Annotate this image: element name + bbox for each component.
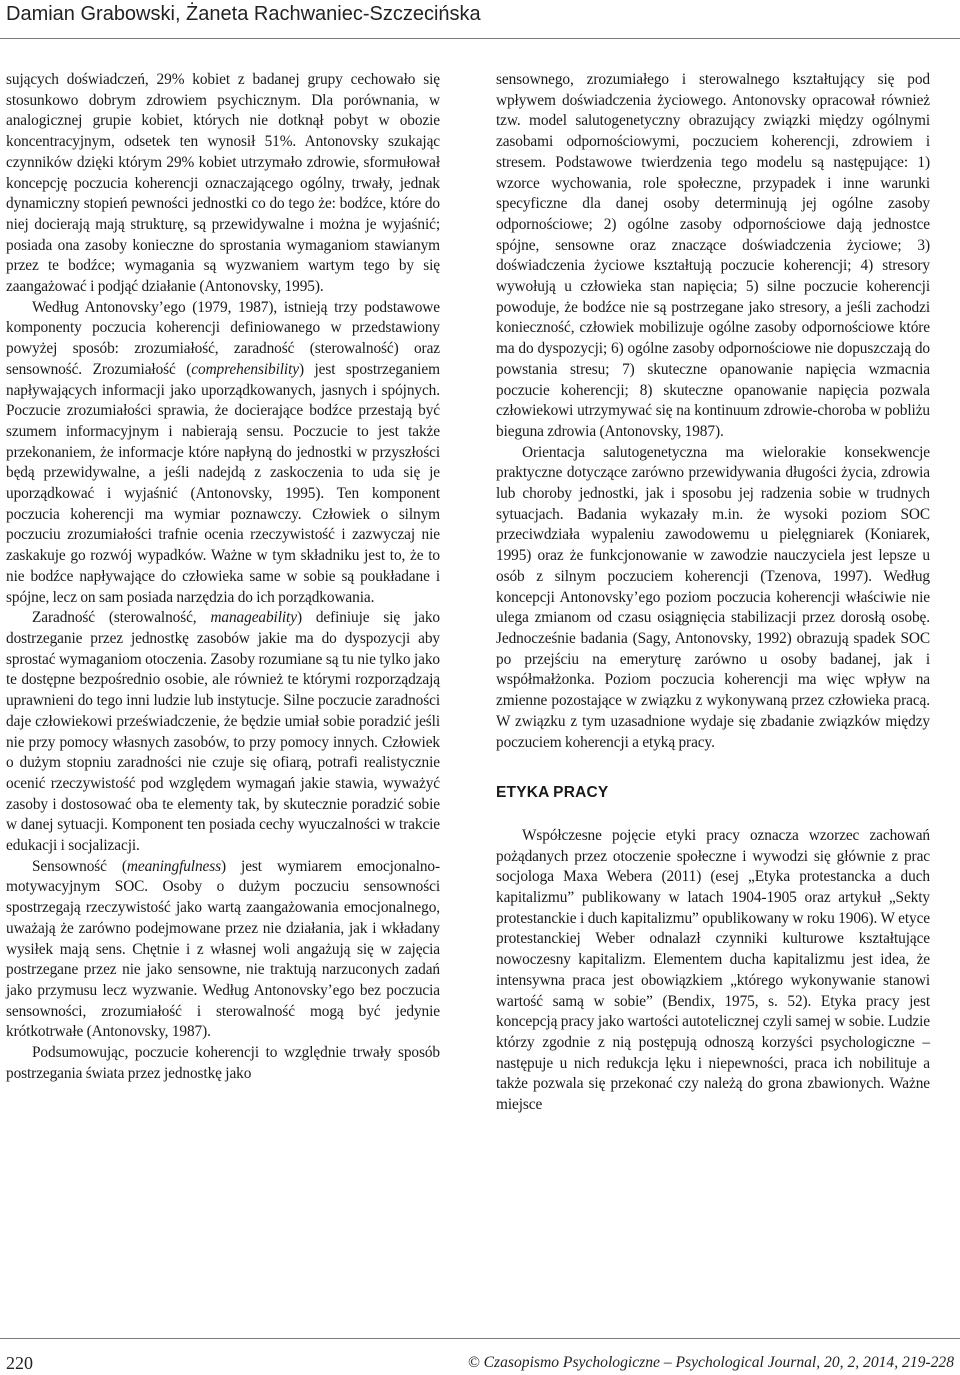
text-span: Według Antonovsky’ego (1979, 1987), istnieją trzy podstawowe komponenty poczucia koherencji definiowanego w przedstawiony powyżej sposób: zrozumiałość, zaradność (sterowalność) oraz sensowność. Zrozumiałość ( — [6, 298, 440, 378]
journal-citation: © Czasopismo Psychologiczne – Psychological Journal, 20, 2, 2014, 219-228 — [467, 1354, 954, 1371]
text-span: Zaradność (sterowalność, — [32, 609, 211, 627]
page-footer — [6, 1352, 954, 1374]
right-column — [496, 70, 930, 1116]
term-manageability: manageability — [210, 609, 297, 627]
left-paragraph-5: Podsumowując, poczucie koherencji to względnie trwały sposób postrzegania świata przez jednostkę jako — [6, 1044, 440, 1082]
text-span: ) jest wymiarem emocjonalno-motywacyjnym SOC. Osoby o dużym poczuciu sensowności spostrzegają rzeczywistość jako wartą zaangażowania emocjonalnego, uważają że zarówno podejmowane przez nie działania, jak i wkładany wysiłek mają sens. Chętnie i z własnej woli angażują się w zajęcia postrzegane przez nie jako sensowne, nie traktują narzuconych zadań jako przymusu lecz wyzwanie. Według Antonovsky’ego bez poczucia sensowności, zrozumiałość i sterowalność mogą być jedynie krótkotrwałe (Antonovsky, 1987). — [6, 857, 441, 1041]
header-divider — [0, 38, 960, 39]
text-span: ) jest spostrzeganiem napływających informacji jako uporządkowanych, jasnych i spójnych. Poczucie zrozumiałości sprawia, że docierające bodźce przestają być szumem informacyjnym i nabierają sensu. Poczucie to jest także przekonaniem, że informacje które napłyną do jednostki w przyszłości będą przewidywalne, a jeśli nadejdą z zaskoczenia to uda się je uporządkować i wyjaśnić (Antonovsky, 1995). Ten komponent poczucia koherencji ma wymiar poznawczy. Człowiek o silnym poczuciu zrozumiałości trafnie ocenia rzeczywistość i zazwyczaj nie zaskakuje go rozwój wypadków. Ważne w tym składniku jest to, że to nie bodźce napływające do człowieka same w sobie są poukładane i spójne, lecz on sam posiada narzędzia do ich porządkowania. — [6, 360, 440, 606]
section-heading: ETYKA PRACY — [496, 784, 609, 802]
footer-divider — [0, 1338, 960, 1339]
text-span: ) definiuje się jako dostrzeganie przez jednostkę zasobów jakie ma do dyspozycji aby sprostać wymaganiom otoczenia. Zasoby rozumiane są tu nie tylko jako te dostępne bezpośrednio osobie, ale również te którymi rozporządzają uprawnieni do tego inni ludzie lub instytucje. Silne poczucie zaradności daje człowiekowi przeświadczenie, że będzie umiał sobie poradzić jeśli nie przy pomocy własnych zasobów, to przy pomocy innych. Człowiek o dużym stopniu zaradności nie czuje się ofiarą, potrafi realistycznie ocenić rzeczywistość pod względem wymagań jakie stawia, wyważyć zasoby i dostosować oba te elementy tak, by skutecznie poradzić sobie w danej sytuacji. Komponent ten posiada cechy wyuczalności w trakcie edukacji i socjalizacji. — [6, 609, 441, 855]
running-header — [6, 0, 954, 28]
page-number: 220 — [6, 1353, 33, 1373]
text-span: Sensowność ( — [32, 857, 127, 875]
right-paragraph-1: sensownego, zrozumiałego i sterowalnego kształtujący się pod wpływem doświadczenia życiowego. Antonovsky opracował również tzw. model salutogenetyczny obrazujący związki między ogólnymi zasobami odpornościowymi, poczuciem koherencji, zdrowiem i stresem. Podstawowe twierdzenia tego modelu są następujące: 1) wzorce wychowania, role społeczne, przypadek i inne warunki specyficzne dla danej osoby determinują jej ogólne zasoby odpornościowe; 2) ogólne zasoby odpornościowe dają jednostce spójne, sensowne oraz znaczące doświadczenia życiowe; 3) doświadczenia życiowe kształtują poczucie koherencji; 4) stresory wywołują u człowieka stan napięcia; 5) silne poczucie koherencji powoduje, że bodźce nie są postrzegane jako stresory, a jeśli zachodzi konieczność, człowiek mobilizuje ogólne zasoby odpornościowe które ma do dyspozycji; 6) ogólne zasoby odpornościowe nie dopuszczają do powstania stresu; 7) skuteczne opanowanie napięcia wzmacnia poczucie koherencji; 8) skuteczne opanowanie napięcia pozwala człowiekowi utrzymywać się na kontinuum zdrowie-choroba w pobliżu bieguna zdrowia (Antonovsky, 1987). — [496, 71, 930, 440]
right-paragraph-2: Orientacja salutogenetyczna ma wielorakie konsekwencje praktyczne dotyczące zarówno przewidywania długości życia, zdrowia lub choroby jednostki, jak i sposobu jej radzenia sobie w trudnych sytuacjach. Badania wykazały m.in. że wysoki poziom SOC przeciwdziała wypaleniu zawodowemu u pielęgniarek (Koniarek, 1995) oraz że funkcjonowanie w zawodzie nauczyciela jest lepsze u osób z silnym poczuciem koherencji (Tzenova, 1997). Według koncepcji Antonovsky’ego poziom poczucia koherencji właściwie nie ulega zmianom od czasu osiągnięcia stabilizacji przez dorosłą osobę. Jednocześnie badania (Sagy, Antonovsky, 1992) obrazują spadek SOC po przejściu na emeryturę zarówno u osoby badanej, jak i współmałżonka. Poziom poczucia koherencji ma więc wpływ na zmienne pozostające w związku z wykonywaną przez człowieka pracą. W związku z tym uzasadnione wydaje się zbadanie związków między poczuciem koherencji a etyką pracy. — [496, 443, 930, 751]
left-column — [6, 70, 440, 1084]
term-meaningfulness: meaningfulness — [126, 857, 221, 875]
left-paragraph-2 — [6, 298, 440, 609]
left-paragraph-4 — [6, 857, 440, 1043]
left-paragraph-1: sujących doświadczeń, 29% kobiet z badanej grupy cechowało się stosunkowo dobrym zdrowiem psychicznym. Dla porównania, w analogicznej grupie kobiet, których nie dotknął pobyt w obozie koncentracyjnym, odsetek ten wynosił 51%. Antonovsky szukając czynników dzięki którym 29% kobiet utrzymało zdrowie, sformułował koncepcję poczucia koherencji oznaczającego ogólny, trwały, jednak dynamiczny stopień pewności jednostki co do tego że: bodźce, które do niej docierają mają strukturę, są przewidywalne i można je wyjaśnić; posiada ona zasoby konieczne do sprostania wymaganiom stawianym przez te bodźce; wymagania są wyzwaniem wartym tego by się zaangażować i podjąć działanie (Antonovsky, 1995). — [6, 71, 440, 296]
right-paragraph-3: Współczesne pojęcie etyki pracy oznacza wzorzec zachowań pożądanych przez otoczenie społeczne i wywodzi się głównie z prac socjologa Maxa Webera (2011) (esej „Etyka protestancka a duch kapitalizmu” publikowany w latach 1904-1905 oraz artykuł „Sekty protestanckie i duch kapitalizmu” opublikowany w roku 1906). W etyce protestanckiej Weber odnalazł czynniki kulturowe kształtujące nowoczesny kapitalizm. Elementem ducha kapitalizmu jest idea, że intensywna praca jest obowiązkiem „którego wykonywanie stanowi wartość samą w sobie” (Bendix, 1975, s. 52). Etyka pracy jest koncepcją pracy jako wartości autotelicznej czyli samej w sobie. Ludzie którzy zgodnie z nią postępują odnoszą korzyści psychologiczne – następuje u nich redukcja lęku i niepewności, praca ich nobilituje a także pozwala się przekonać czy należą do grona zbawionych. Ważne miejsce — [496, 826, 930, 1114]
term-comprehensibility: comprehensibility — [191, 360, 299, 378]
left-paragraph-3 — [6, 608, 440, 856]
header-authors: Damian Grabowski, Żaneta Rachwaniec-Szczecińska — [6, 3, 481, 25]
